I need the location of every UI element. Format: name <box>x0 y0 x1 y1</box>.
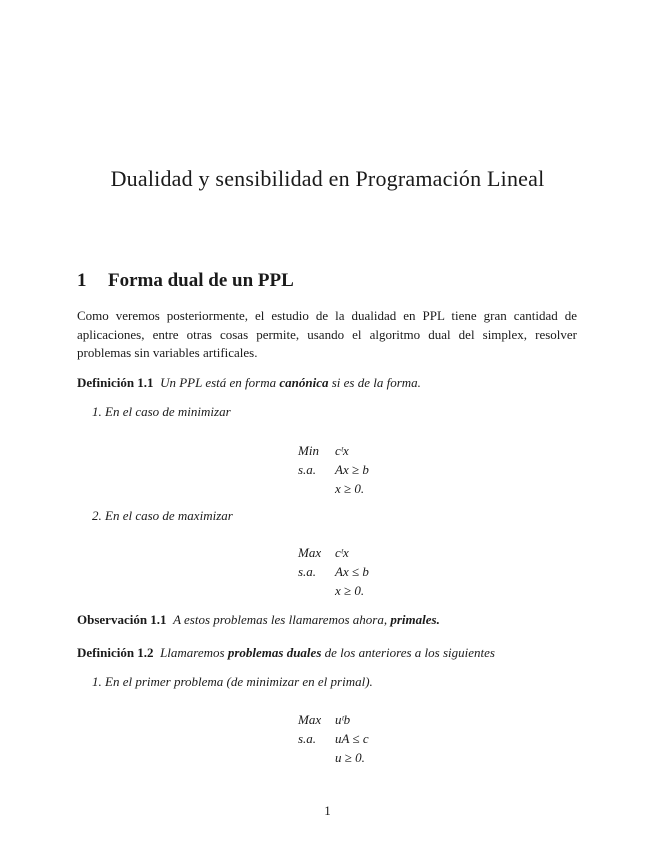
intro-paragraph: Como veremos posteriormente, el estudio de la dualidad en PPL tiene gran cantidad de aplicaciones, entre otras cosas permite, usando el algoritmo dual del simplex, resolver problemas sin variables artificales. <box>77 308 577 360</box>
def2-item-1-label: 1. En el primer problema (de minimizar en el primal). <box>92 674 373 689</box>
def2-item-1-math <box>298 710 369 767</box>
definition-1-1 <box>77 375 577 391</box>
definition-1-2-head: Definición 1.2 <box>77 645 154 660</box>
definition-1-1-text-a: Un PPL está en forma <box>160 375 277 390</box>
math-label: Max <box>298 545 322 560</box>
math-expr: uᵗb <box>335 712 351 727</box>
def1-item-2-label: 2. En el caso de maximizar <box>92 508 233 523</box>
section-heading <box>77 270 294 292</box>
math-label: s.a. <box>298 462 317 477</box>
observation-1-1-emph: primales. <box>390 612 440 627</box>
math-label: s.a. <box>298 731 317 746</box>
math-expr: uA ≤ c <box>335 731 369 746</box>
observation-1-1 <box>77 612 577 628</box>
observation-1-1-text: A estos problemas les llamaremos ahora, <box>173 612 388 627</box>
definition-1-1-head: Definición 1.1 <box>77 375 154 390</box>
definition-1-2-text-b: de los anteriores a los siguientes <box>324 645 495 660</box>
math-expr: Ax ≥ b <box>335 462 369 477</box>
page-number: 1 <box>324 803 331 818</box>
definition-1-2-emph: problemas duales <box>227 645 322 660</box>
math-expr: Ax ≤ b <box>335 564 369 579</box>
def1-item-1-label: 1. En el caso de minimizar <box>92 404 231 419</box>
document-title: Dualidad y sensibilidad en Programación Lineal <box>110 166 545 191</box>
def1-item-2-math <box>298 543 369 600</box>
section-number: 1 <box>77 270 87 291</box>
definition-1-1-emph: canónica <box>279 375 329 390</box>
math-label: Max <box>298 712 322 727</box>
section-title: Forma dual de un PPL <box>108 270 294 291</box>
definition-1-2-text-a: Llamaremos <box>160 645 225 660</box>
math-label: Min <box>298 443 319 458</box>
math-expr: x ≥ 0. <box>335 583 365 598</box>
math-label: s.a. <box>298 564 317 579</box>
math-expr: cᵗx <box>335 545 349 560</box>
definition-1-1-text-b: si es de la forma. <box>331 375 421 390</box>
definition-1-2 <box>77 645 577 661</box>
math-expr: cᵗx <box>335 443 349 458</box>
math-expr: u ≥ 0. <box>335 750 365 765</box>
def1-item-1-math <box>298 441 369 498</box>
observation-1-1-head: Observación 1.1 <box>77 612 167 627</box>
math-expr: x ≥ 0. <box>335 481 365 496</box>
